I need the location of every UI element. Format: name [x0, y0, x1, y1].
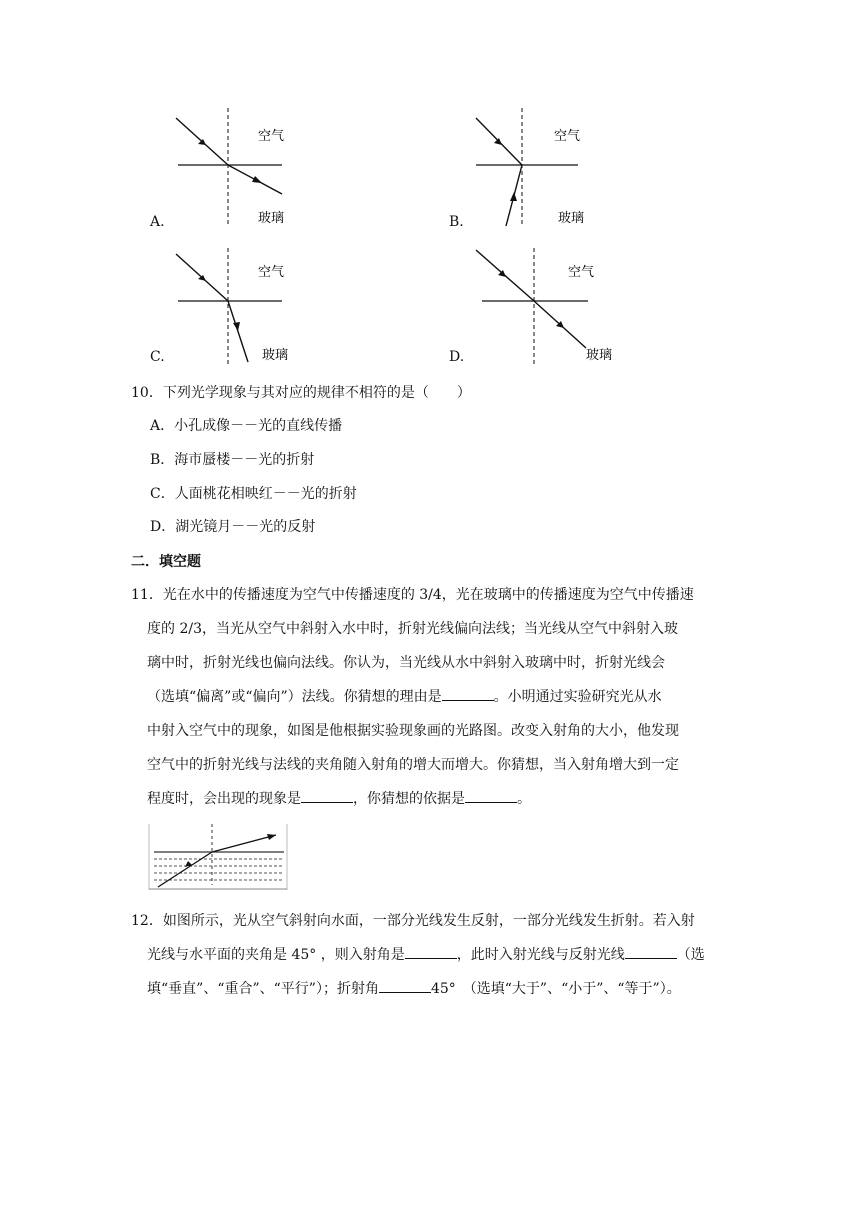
figure-water-to-air [148, 823, 288, 891]
question-11-line-6: 空气中的折射光线与法线的夹角随入射角的增大而增大。你猜想，当入射角增大到一定 [147, 757, 679, 773]
question-11-line-2: 度的 2/3，当光从空气中斜射入水中时，折射光线偏向法线；当光线从空气中斜射入玻 [147, 621, 678, 637]
glass-label: 玻璃 [258, 211, 285, 226]
option-b-letter: B. [449, 214, 464, 230]
question-12-line-3-text: 填“垂直”、“重合”、“平行”）；折射角 [147, 981, 379, 997]
question-11-line-7-mid: ，你猜想的依据是 [353, 791, 465, 807]
air-label: 空气 [258, 129, 285, 144]
question-11-line-4 [147, 687, 662, 707]
air-label: 空气 [568, 265, 595, 280]
question-11-line-4-text: （选填“偏离”或“偏向”）法线。你猜想的理由是 [147, 689, 442, 705]
glass-label: 玻璃 [558, 211, 585, 226]
question-10-option-a: A．小孔成像－－光的直线传播 [150, 418, 343, 434]
option-c-letter: C. [150, 349, 165, 365]
question-10-option-d: D．湖光镜月－－光的反射 [150, 519, 316, 535]
answer-blank-basis[interactable] [465, 802, 517, 803]
question-10-option-b: B．海市蜃楼－－光的折射 [150, 452, 315, 468]
figure-option-a [170, 108, 310, 230]
answer-blank-refraction-angle[interactable] [379, 992, 431, 993]
answer-blank-phenomenon[interactable] [301, 802, 353, 803]
question-10-option-c: C．人面桃花相映红－－光的折射 [150, 486, 357, 502]
question-11-line-7-end: 。 [517, 791, 531, 807]
question-11-line-7-text: 程度时，会出现的现象是 [147, 791, 301, 807]
question-12-line-3 [147, 979, 681, 999]
option-a-letter: A. [150, 214, 165, 230]
figure-option-b [470, 108, 600, 230]
question-11-line-7 [147, 789, 531, 809]
answer-blank-incidence-angle[interactable] [405, 958, 457, 959]
glass-label: 玻璃 [586, 348, 613, 363]
option-d-letter: D. [449, 349, 465, 365]
question-12-line-1: 12．如图所示，光从空气斜射向水面，一部分光线发生反射，一部分光线发生折射。若入射 [131, 913, 695, 929]
question-11-line-1: 11．光在水中的传播速度为空气中传播速度的 3/4，光在玻璃中的传播速度为空气中传播速 [131, 587, 694, 603]
air-label: 空气 [554, 129, 581, 144]
figure-option-d [474, 248, 614, 370]
question-11-line-3: 璃中时，折射光线也偏向法线。你认为，当光线从水中斜射入玻璃中时，折射光线会 [147, 655, 665, 671]
question-11-line-5: 中射入空气中的现象，如图是他根据实验现象画的光路图。改变入射角的大小，他发现 [147, 723, 679, 739]
question-10-stem: 10．下列光学现象与其对应的规律不相符的是（ ） [131, 385, 471, 401]
section-title-fill-in: 二．填空题 [131, 554, 201, 570]
question-11-line-4-tail: 。小明通过实验研究光从水 [493, 689, 662, 705]
question-12-line-2 [147, 945, 705, 965]
question-12-line-3-end: 45° （选填“大于”、“小于”、“等于”）。 [430, 981, 681, 997]
question-12-line-2-end: （选 [676, 947, 705, 963]
answer-blank-reason[interactable] [442, 700, 494, 701]
figure-option-c [170, 248, 310, 370]
question-12-line-2-mid: ，此时入射光线与反射光线 [456, 947, 625, 963]
question-12-line-2-text: 光线与水平面的夹角是 45° ，则入射角是 [147, 947, 405, 963]
air-label: 空气 [258, 265, 285, 280]
answer-blank-relation[interactable] [625, 958, 677, 959]
glass-label: 玻璃 [262, 348, 289, 363]
